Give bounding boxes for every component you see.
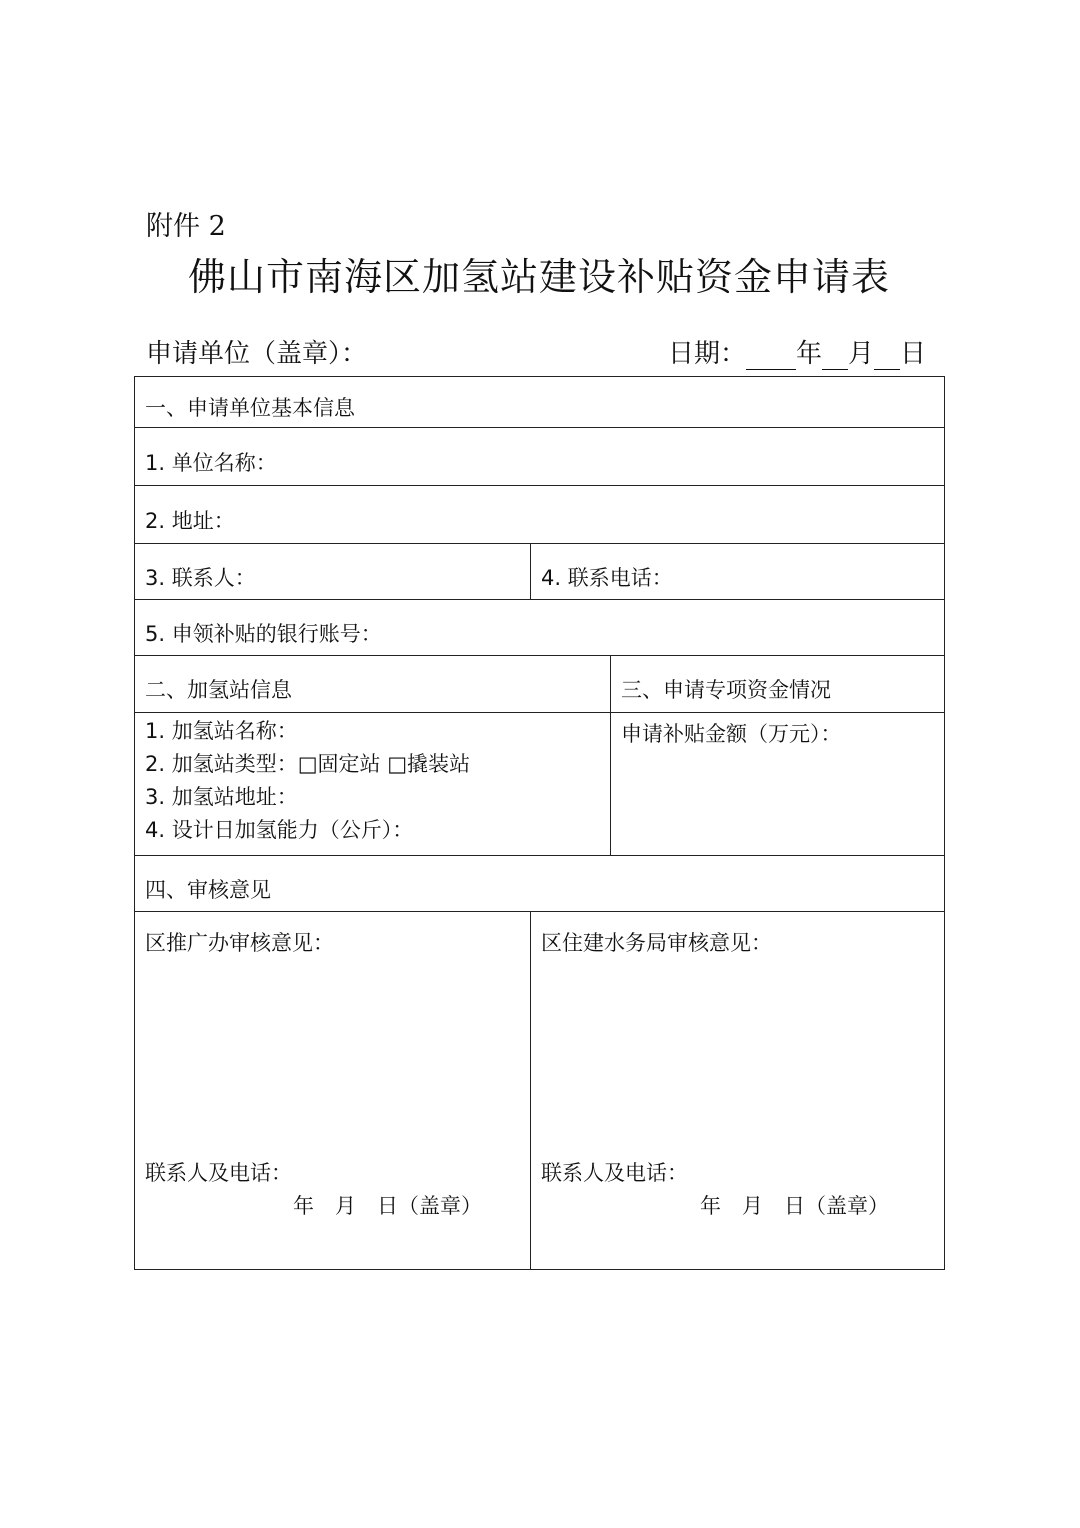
- row-divider: [134, 655, 945, 656]
- row-divider: [134, 712, 945, 713]
- section3-heading: 三、申请专项资金情况: [621, 678, 831, 702]
- date-day: 日: [900, 339, 927, 369]
- column-divider: [530, 543, 531, 600]
- row-divider: [134, 485, 945, 486]
- table-border-left: [134, 376, 135, 1270]
- column-divider: [530, 911, 531, 1270]
- date-month: 月: [848, 339, 875, 369]
- section1-heading: 一、申请单位基本信息: [145, 396, 355, 420]
- left-contact-phone: 联系人及电话：: [145, 1161, 292, 1185]
- station-name-field[interactable]: 1. 加氢站名称：: [145, 719, 298, 743]
- station-address-field[interactable]: 3. 加氢站地址：: [145, 785, 298, 809]
- capacity-field[interactable]: 4. 设计日加氢能力（公斤）：: [145, 818, 414, 842]
- row-divider: [134, 427, 945, 428]
- month-blank[interactable]: [822, 341, 848, 370]
- unit-name-field[interactable]: 1. 单位名称：: [145, 451, 277, 475]
- subsidy-amount-field[interactable]: 申请补贴金额（万元）：: [621, 722, 842, 746]
- table-border-right: [944, 376, 945, 1270]
- section2-heading: 二、加氢站信息: [145, 678, 292, 702]
- row-divider: [134, 599, 945, 600]
- table-border-top: [134, 376, 945, 377]
- contact-field[interactable]: 3. 联系人：: [145, 566, 256, 590]
- station-type-field[interactable]: 2. 加氢站类型：□固定站 □撬装站: [145, 752, 471, 776]
- form-title: 佛山市南海区加氢站建设补贴资金申请表: [188, 255, 891, 299]
- promotion-office-opinion[interactable]: 区推广办审核意见：: [145, 931, 334, 955]
- address-field[interactable]: 2. 地址：: [145, 509, 235, 533]
- applicant-unit-label: 申请单位（盖章）：: [146, 339, 368, 369]
- bank-account-field[interactable]: 5. 申领补贴的银行账号：: [145, 622, 382, 646]
- housing-water-bureau-opinion[interactable]: 区住建水务局审核意见：: [541, 931, 772, 955]
- right-contact-phone: 联系人及电话：: [541, 1161, 688, 1185]
- row-divider: [134, 911, 945, 912]
- left-date-stamp: 年 月 日（盖章）: [293, 1194, 482, 1218]
- row-divider: [134, 543, 945, 544]
- column-divider: [610, 655, 611, 856]
- station-info-list: [145, 715, 470, 847]
- date-label: 日期：: [668, 339, 747, 369]
- day-blank[interactable]: [874, 341, 900, 370]
- phone-field[interactable]: 4. 联系电话：: [541, 566, 673, 590]
- right-date-stamp: 年 月 日（盖章）: [700, 1194, 889, 1218]
- year-blank[interactable]: [746, 341, 796, 370]
- section4-heading: 四、审核意见: [145, 878, 271, 902]
- date-year: 年: [796, 339, 823, 369]
- row-divider: [134, 855, 945, 856]
- table-border-bottom: [134, 1269, 945, 1270]
- date-line: [668, 333, 926, 370]
- attachment-label: 附件 2: [146, 211, 226, 242]
